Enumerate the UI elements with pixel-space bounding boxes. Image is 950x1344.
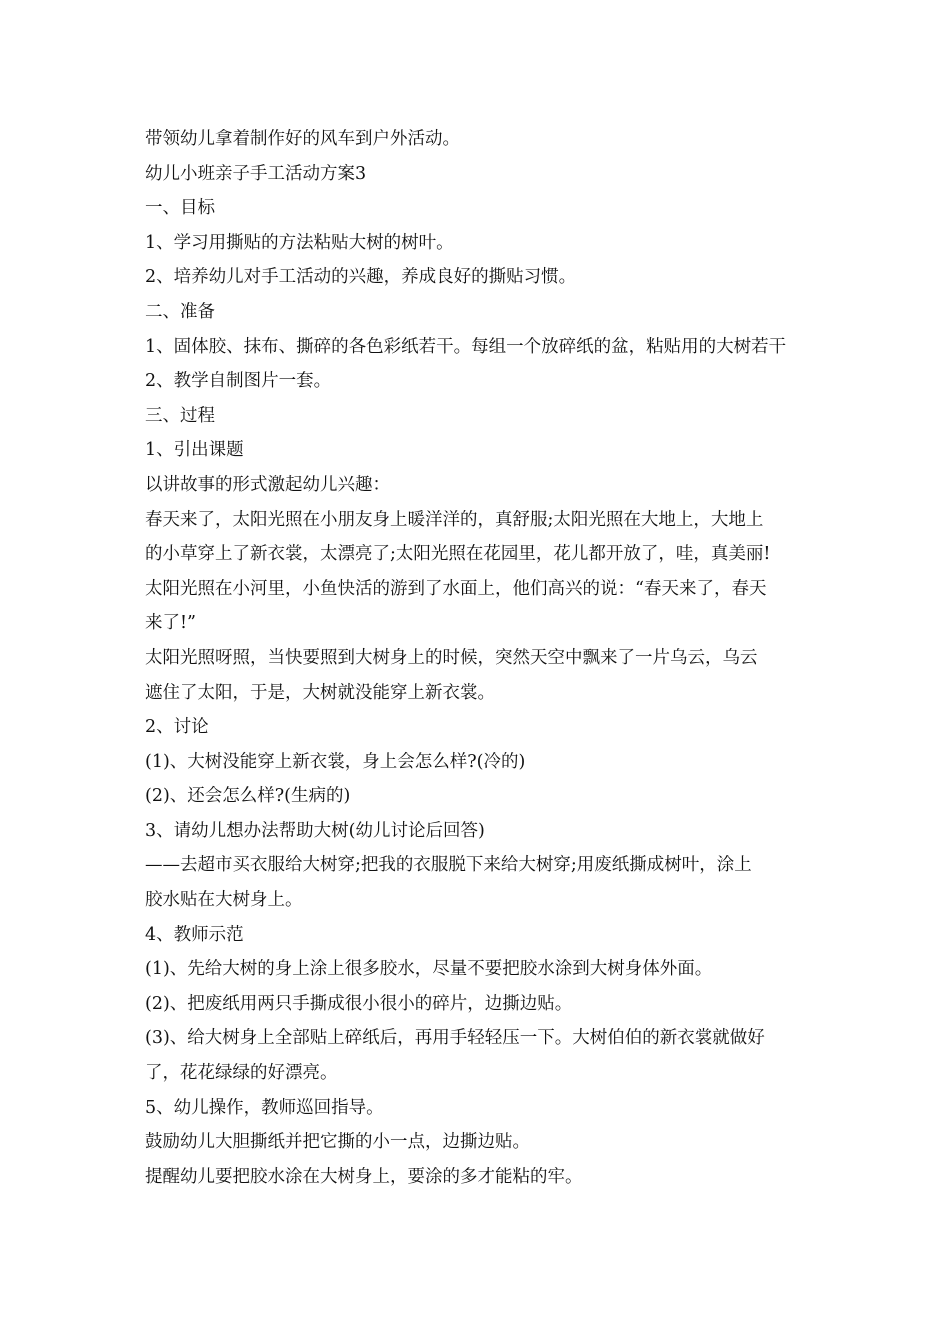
text-line: 1、固体胶、抹布、撕碎的各色彩纸若干。每组一个放碎纸的盆，粘贴用的大树若干 bbox=[145, 336, 787, 357]
text-line: 了，花花绿绿的好漂亮。 bbox=[145, 1063, 338, 1084]
text-line: 1、引出课题 bbox=[145, 440, 244, 461]
text-line: 遮住了太阳，于是，大树就没能穿上新衣裳。 bbox=[145, 682, 495, 703]
text-line: 以讲故事的形式激起幼儿兴趣： bbox=[145, 474, 390, 495]
text-line: 2、培养幼儿对手工活动的兴趣，养成良好的撕贴习惯。 bbox=[145, 267, 577, 288]
heading-goal: 一、目标 bbox=[145, 198, 215, 219]
text-line: 春天来了，太阳光照在小朋友身上暖洋洋的，真舒服;太阳光照在大地上，大地上 bbox=[145, 509, 764, 530]
document-body bbox=[145, 122, 815, 1194]
text-line: ——去超市买衣服给大树穿;把我的衣服脱下来给大树穿;用废纸撕成树叶，涂上 bbox=[145, 855, 752, 876]
text-line: 4、教师示范 bbox=[145, 924, 244, 945]
text-line: 2、教学自制图片一套。 bbox=[145, 371, 332, 392]
text-line: (3)、给大树身上全部贴上碎纸后，再用手轻轻压一下。大树伯伯的新衣裳就做好 bbox=[145, 1028, 765, 1049]
text-line: 太阳光照在小河里，小鱼快活的游到了水面上，他们高兴的说：“春天来了，春天 bbox=[145, 578, 767, 599]
text-line: (2)、把废纸用两只手撕成很小很小的碎片，边撕边贴。 bbox=[145, 993, 573, 1014]
text-line: 1、学习用撕贴的方法粘贴大树的树叶。 bbox=[145, 232, 454, 253]
text-line: 胶水贴在大树身上。 bbox=[145, 890, 303, 911]
text-line: 带领幼儿拿着制作好的风车到户外活动。 bbox=[145, 129, 460, 149]
text-line: 的小草穿上了新衣裳，太漂亮了;太阳光照在花园里，花儿都开放了，哇，真美丽! bbox=[145, 544, 771, 565]
text-line: (1)、先给大树的身上涂上很多胶水，尽量不要把胶水涂到大树身体外面。 bbox=[145, 959, 713, 980]
text-line: 来了!” bbox=[145, 613, 196, 634]
text-line: (2)、还会怎么样?(生病的) bbox=[145, 786, 351, 807]
text-line: 3、请幼儿想办法帮助大树(幼儿讨论后回答) bbox=[145, 820, 485, 841]
text-line: (1)、大树没能穿上新衣裳，身上会怎么样?(冷的) bbox=[145, 751, 526, 772]
text-line: 2、讨论 bbox=[145, 717, 209, 738]
text-line: 鼓励幼儿大胆撕纸并把它撕的小一点，边撕边贴。 bbox=[145, 1132, 530, 1153]
heading-preparation: 二、准备 bbox=[145, 301, 215, 322]
section-title: 幼儿小班亲子手工活动方案3 bbox=[145, 163, 367, 184]
text-line: 提醒幼儿要把胶水涂在大树身上，要涂的多才能粘的牢。 bbox=[145, 1166, 583, 1187]
text-line: 5、幼儿操作，教师巡回指导。 bbox=[145, 1097, 384, 1118]
heading-process: 三、过程 bbox=[145, 405, 215, 426]
text-line: 太阳光照呀照，当快要照到大树身上的时候，突然天空中飘来了一片乌云，乌云 bbox=[145, 647, 758, 668]
